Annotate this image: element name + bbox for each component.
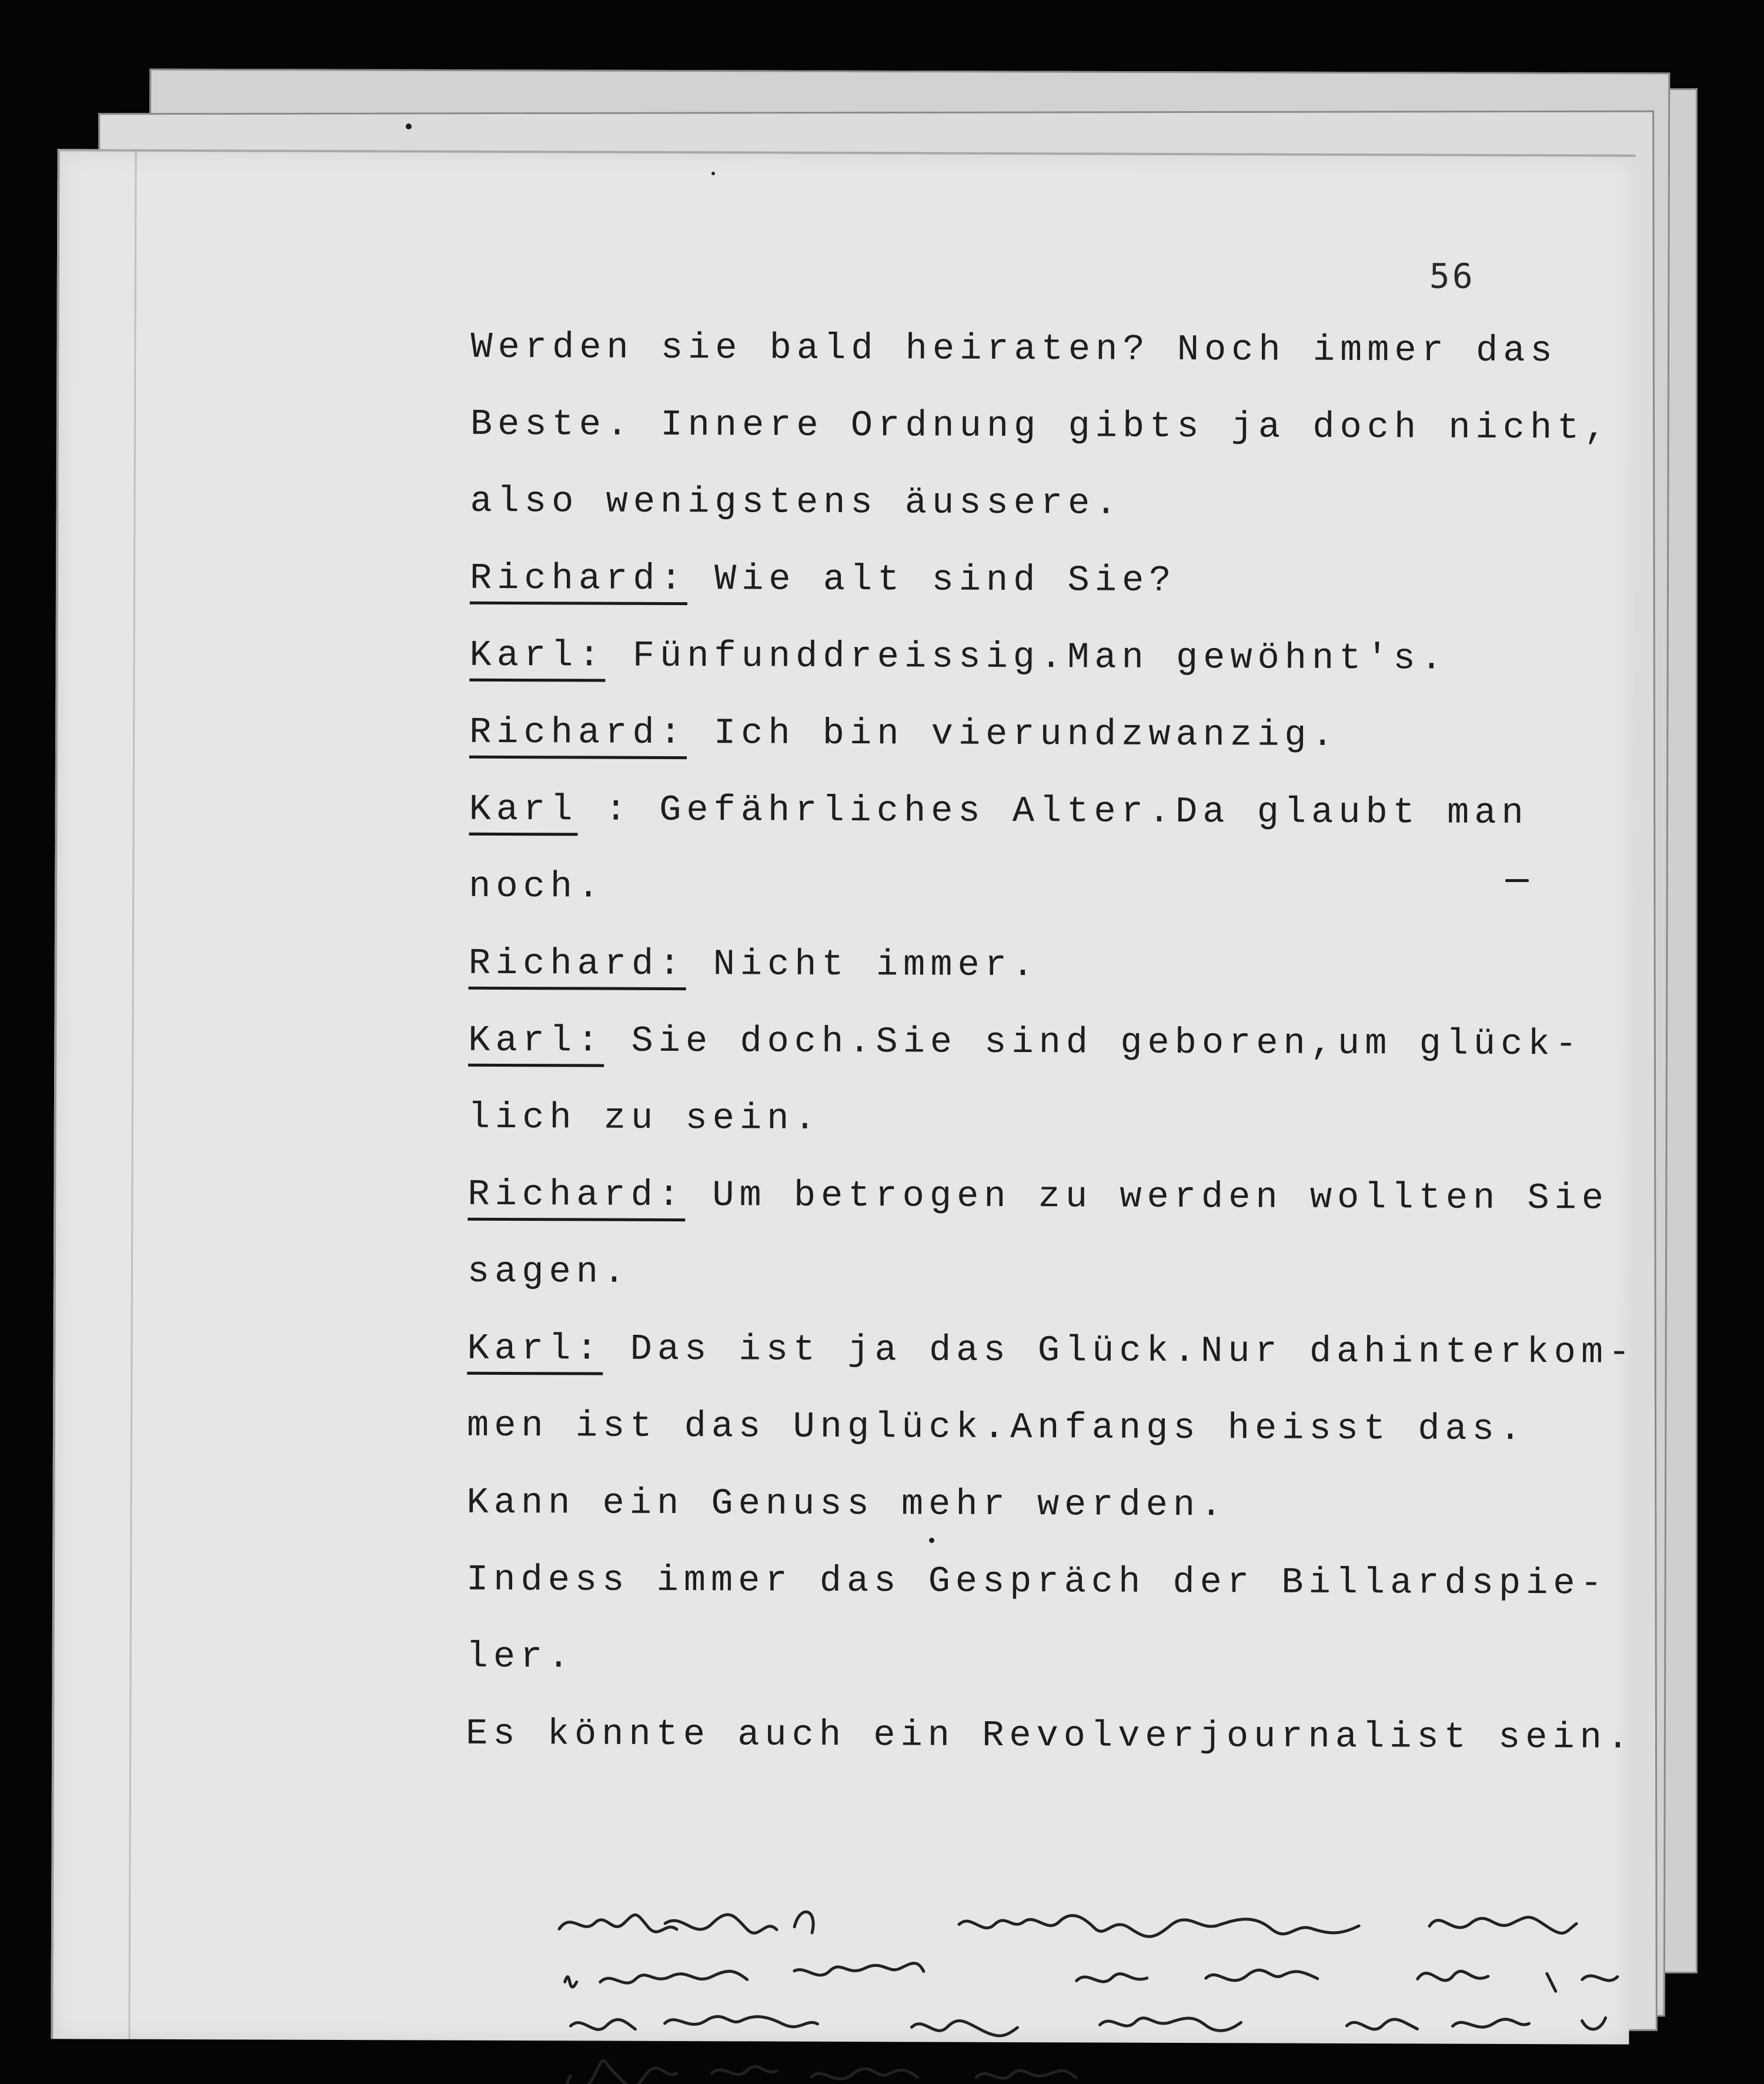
line-text: Beste. Innere Ordnung gibts ja doch nicht, (470, 403, 1612, 449)
line-text: ler. (466, 1635, 575, 1678)
line-text: noch. (469, 865, 605, 908)
speaker-name: Richard: (469, 946, 686, 990)
line-text: men ist das Unglück.Anfangs heisst das. (466, 1404, 1527, 1451)
line-text: Nicht immer. (686, 943, 1040, 987)
line-text: Kann ein Genuss mehr werden. (466, 1481, 1228, 1527)
typed-text-block (466, 309, 1636, 1776)
line-text: Werden sie bald heiraten? Noch immer das (470, 326, 1558, 372)
text-line (469, 848, 1621, 929)
text-line (470, 309, 1623, 390)
line-text: lich zu sein. (467, 1096, 821, 1140)
line-text: Indess immer das Gespräch der Billardspie- (466, 1558, 1608, 1605)
text-line (467, 1233, 1620, 1314)
text-line (466, 1618, 1618, 1699)
text-line (466, 1541, 1619, 1622)
line-text: also wenigstens äussere. (470, 480, 1122, 525)
speaker-name: Karl (469, 791, 578, 836)
handwriting-scribble (547, 1899, 1665, 2084)
dialogue-line (469, 771, 1621, 852)
speaker-name: Karl: (468, 1023, 604, 1067)
dialogue-line (469, 617, 1622, 698)
dialogue-line (469, 694, 1622, 775)
text-line (470, 463, 1622, 544)
page-number: 56 (1429, 256, 1475, 296)
text-line (468, 1079, 1621, 1160)
speaker-name: Richard: (469, 714, 687, 759)
dialogue-line (468, 1002, 1621, 1083)
line-text: : Gefährliches Alter.Da glaubt man (577, 789, 1529, 834)
ink-speck (711, 172, 715, 175)
text-line (467, 1387, 1619, 1468)
line-text: Um betrogen zu werden wollten Sie (684, 1174, 1609, 1220)
speaker-name: Karl: (469, 637, 605, 682)
dialogue-line (470, 540, 1622, 621)
line-text: Ich bin vierundzwanzig. (686, 712, 1339, 756)
typewritten-page (51, 149, 1635, 2044)
line-text: Sie doch.Sie sind geboren,um glück- (604, 1020, 1582, 1066)
line-text: Es könnte auch ein Revolverjournalist sein. (466, 1712, 1635, 1759)
dialogue-line (469, 925, 1621, 1006)
line-text: Wie alt sind Sie? (687, 558, 1177, 602)
speaker-name: Karl: (467, 1331, 603, 1375)
line-text: Fünfunddreissig.Man gewöhnt's. (605, 634, 1448, 680)
text-line (466, 1464, 1619, 1545)
dialogue-line (467, 1156, 1620, 1237)
handwritten-annotation (547, 1899, 1665, 2084)
ink-speck (406, 123, 412, 129)
line-text: Das ist ja das Glück.Nur dahinterkom- (603, 1328, 1636, 1374)
speaker-name: Richard: (467, 1177, 685, 1221)
text-line (470, 386, 1623, 467)
line-text: sagen. (467, 1250, 631, 1293)
dialogue-line (467, 1310, 1636, 1391)
speaker-name: Richard: (470, 560, 687, 605)
ink-speck (929, 1538, 934, 1543)
ink-mark (1505, 879, 1529, 882)
text-line (466, 1695, 1635, 1776)
